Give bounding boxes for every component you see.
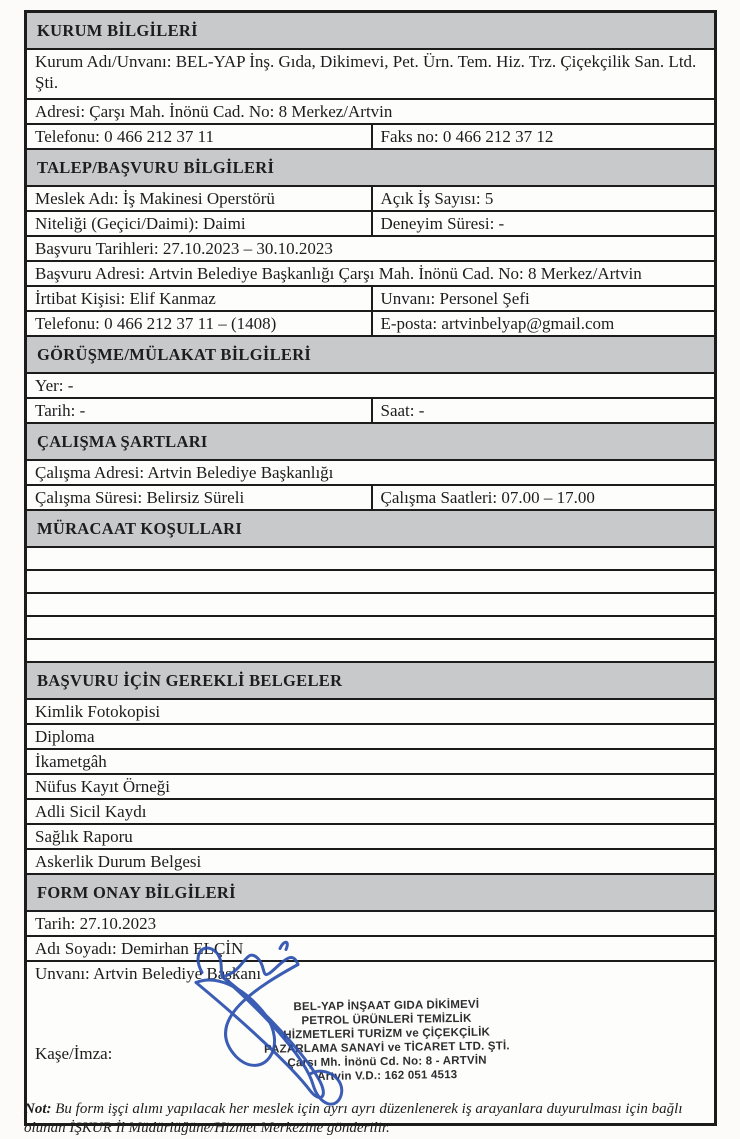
table-cell: Meslek Adı: İş Makinesi Operstörü	[35, 189, 275, 208]
table-cell: Adli Sicil Kaydı	[35, 802, 147, 821]
table-row	[27, 486, 714, 511]
table-cell: Saat: -	[371, 399, 715, 422]
stamp-signature-label: Kaşe/İmza:	[35, 1044, 113, 1063]
table-cell: Kurum Adı/Unvanı: BEL-YAP İnş. Gıda, Dikimevi, Pet. Ürn. Tem. Hiz. Trz. Çiçekçilik San. Ltd. Şti.	[35, 52, 697, 92]
table-cell: Adresi: Çarşı Mah. İnönü Cad. No: 8 Merkez/Artvin	[35, 102, 393, 121]
section	[27, 150, 714, 337]
table-row	[27, 374, 714, 399]
table-row	[27, 700, 714, 725]
section-header: BAŞVURU İÇİN GEREKLİ BELGELER	[27, 663, 714, 700]
table-row	[27, 50, 714, 100]
form-sections	[27, 13, 714, 985]
section-header: ÇALIŞMA ŞARTLARI	[27, 424, 714, 461]
table-row	[27, 237, 714, 262]
table-cell: Unvanı: Artvin Belediye Başkanı	[35, 964, 262, 983]
table-cell: Tarih: -	[35, 401, 86, 420]
table-cell: Çalışma Saatleri: 07.00 – 17.00	[371, 486, 715, 509]
table-cell: E-posta: artvinbelyap@gmail.com	[371, 312, 715, 335]
section	[27, 875, 714, 985]
table-cell: Niteliği (Geçici/Daimi): Daimi	[35, 214, 246, 233]
footer-note-text: Bu form işçi alımı yapılacak her meslek için ayrı ayrı düzenlenerek iş arayanlara duyurulması için bağlı olunan İŞKUR İl Müdürlüğüne/Hizmet Merkezine gönderilir.	[24, 1101, 683, 1136]
table-cell: Diploma	[35, 727, 95, 746]
table-row	[27, 912, 714, 937]
stamp-line: BEL-YAP İNŞAAT GIDA DİKİMEVİ	[293, 998, 480, 1014]
table-cell: Tarih: 27.10.2023	[35, 914, 157, 933]
table-row	[27, 262, 714, 287]
table-cell: Askerlik Durum Belgesi	[35, 852, 202, 871]
footer-note-label: Not:	[24, 1101, 52, 1117]
section-header: MÜRACAAT KOŞULLARI	[27, 511, 714, 548]
stamp-line: Çarşı Mh. İnönü Cd. No: 8 - ARTVİN	[287, 1054, 487, 1070]
table-cell: Çalışma Adresi: Artvin Belediye Başkanlığı	[35, 463, 334, 482]
table-row	[27, 399, 714, 424]
table-row	[27, 312, 714, 337]
table-cell: Yer: -	[35, 376, 74, 395]
table-row	[27, 461, 714, 486]
table-cell: Çalışma Süresi: Belirsiz Süreli	[35, 488, 245, 507]
table-cell: Telefonu: 0 466 212 37 11 – (1408)	[35, 314, 277, 333]
table-row	[27, 750, 714, 775]
table-row	[27, 850, 714, 875]
table-cell: Sağlık Raporu	[35, 827, 133, 846]
table-row	[27, 617, 714, 640]
section-header: TALEP/BAŞVURU BİLGİLERİ	[27, 150, 714, 187]
table-cell: Başvuru Tarihleri: 27.10.2023 – 30.10.2023	[35, 239, 333, 258]
table-row	[27, 548, 714, 571]
table-row	[27, 125, 714, 150]
table-row	[27, 937, 714, 962]
section-header: FORM ONAY BİLGİLERİ	[27, 875, 714, 912]
section-header: KURUM BİLGİLERİ	[27, 13, 714, 50]
table-cell	[27, 617, 714, 638]
table-cell: İkametgâh	[35, 752, 107, 771]
table-cell: Başvuru Adresi: Artvin Belediye Başkanlığı Çarşı Mah. İnönü Cad. No: 8 Merkez/Artvin	[35, 264, 642, 283]
table-row	[27, 571, 714, 594]
table-cell: Deneyim Süresi: -	[371, 212, 715, 235]
table-row	[27, 287, 714, 312]
table-row	[27, 594, 714, 617]
table-cell: Telefonu: 0 466 212 37 11	[35, 127, 215, 146]
table-row	[27, 725, 714, 750]
footer-note	[24, 1100, 724, 1138]
table-cell: Açık İş Sayısı: 5	[371, 187, 715, 210]
table-cell	[27, 548, 714, 569]
stamp-line: HİZMETLERİ TURİZM ve ÇİÇEKÇİLİK	[283, 1026, 491, 1042]
form-table	[24, 10, 717, 1126]
table-row	[27, 187, 714, 212]
stamp-line: PETROL ÜRÜNLERİ TEMİZLİK	[301, 1012, 472, 1028]
table-cell: Unvanı: Personel Şefi	[371, 287, 715, 310]
table-cell	[27, 571, 714, 592]
table-row	[27, 800, 714, 825]
section	[27, 511, 714, 663]
section	[27, 424, 714, 511]
table-cell	[27, 640, 714, 661]
table-cell: Kimlik Fotokopisi	[35, 702, 161, 721]
table-cell	[27, 594, 714, 615]
table-cell: Nüfus Kayıt Örneği	[35, 777, 171, 796]
table-row	[27, 825, 714, 850]
section	[27, 663, 714, 875]
table-row	[27, 775, 714, 800]
table-row	[27, 212, 714, 237]
table-cell: Adı Soyadı: Demirhan ELÇİN	[35, 939, 244, 958]
stamp-line: Artvin V.D.: 162 051 4513	[317, 1069, 458, 1083]
table-row	[27, 640, 714, 663]
section	[27, 13, 714, 150]
table-row	[27, 962, 714, 985]
section-header: GÖRÜŞME/MÜLAKAT BİLGİLERİ	[27, 337, 714, 374]
table-row	[27, 100, 714, 125]
table-cell: Faks no: 0 466 212 37 12	[371, 125, 715, 148]
stamp-line: PAZARLAMA SANAYİ ve TİCARET LTD. ŞTİ.	[263, 1040, 510, 1056]
table-cell: İrtibat Kişisi: Elif Kanmaz	[35, 289, 216, 308]
section	[27, 337, 714, 424]
